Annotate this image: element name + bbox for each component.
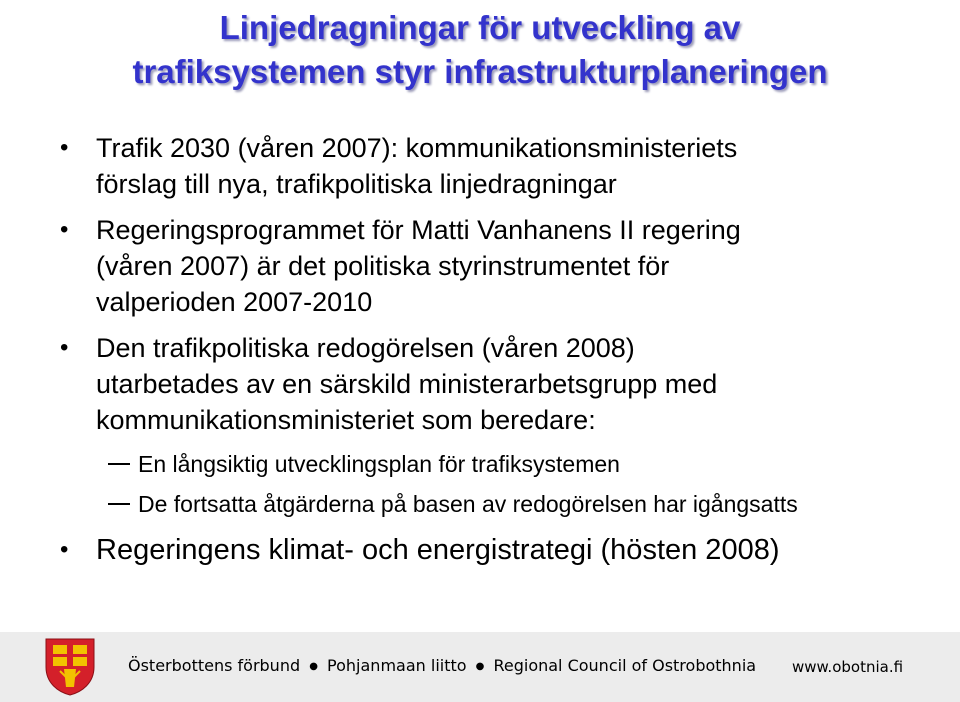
footer-bar xyxy=(0,632,960,702)
slide-title xyxy=(0,6,960,94)
bullet-marker: • xyxy=(60,334,69,361)
bullet-item xyxy=(60,330,940,438)
bullet-item xyxy=(60,212,940,320)
footer-separator: ● xyxy=(309,661,318,672)
bullet-text-line: kommunikationsministeriet som beredare: xyxy=(96,405,596,435)
bullet-list xyxy=(60,130,940,580)
bullet-text-line: utarbetades av en särskild ministerarbetsgrupp med xyxy=(96,369,718,399)
bullet-item xyxy=(60,530,940,570)
sub-bullet-text: De fortsatta åtgärderna på basen av redogörelsen har igångsatts xyxy=(138,491,798,517)
bullet-text-line: (våren 2007) är det politiska styrinstrumentet för xyxy=(96,251,670,281)
bullet-text-line: Trafik 2030 (våren 2007): kommunikationsministeriets xyxy=(96,133,738,163)
sub-bullet-item xyxy=(60,488,940,520)
sub-bullet-item xyxy=(60,448,940,480)
bullet-item xyxy=(60,130,940,202)
footer-org-english: Regional Council of Ostrobothnia xyxy=(493,656,757,675)
coat-of-arms-icon xyxy=(44,637,96,697)
bullet-text-line: Regeringens klimat- och energistrategi (hösten 2008) xyxy=(96,534,780,566)
footer-organization xyxy=(128,656,756,675)
bullet-text-line: Regeringsprogrammet för Matti Vanhanens II regering xyxy=(96,215,741,245)
bullet-text-line: förslag till nya, trafikpolitiska linjedragningar xyxy=(96,169,617,199)
slide-title-line-1: Linjedragningar för utveckling av xyxy=(219,9,741,46)
bullet-marker: • xyxy=(60,134,69,161)
dash-marker xyxy=(108,463,130,465)
footer-separator: ● xyxy=(475,661,485,672)
sub-bullet-text: En långsiktig utvecklingsplan för trafiksystemen xyxy=(138,451,620,477)
slide-title-line-2: trafiksystemen styr infrastrukturplaneringen xyxy=(132,53,828,90)
footer-org-finnish: Pohjanmaan liitto xyxy=(327,656,467,675)
dash-marker xyxy=(108,503,130,505)
footer-website: www.obotnia.fi xyxy=(792,658,904,676)
bullet-text-line: valperioden 2007-2010 xyxy=(96,287,373,317)
bullet-marker: • xyxy=(60,216,69,243)
bullet-marker: • xyxy=(60,536,69,563)
bullet-text-line: Den trafikpolitiska redogörelsen (våren 2008) xyxy=(96,333,635,363)
footer-org-swedish: Österbottens förbund xyxy=(128,656,301,675)
